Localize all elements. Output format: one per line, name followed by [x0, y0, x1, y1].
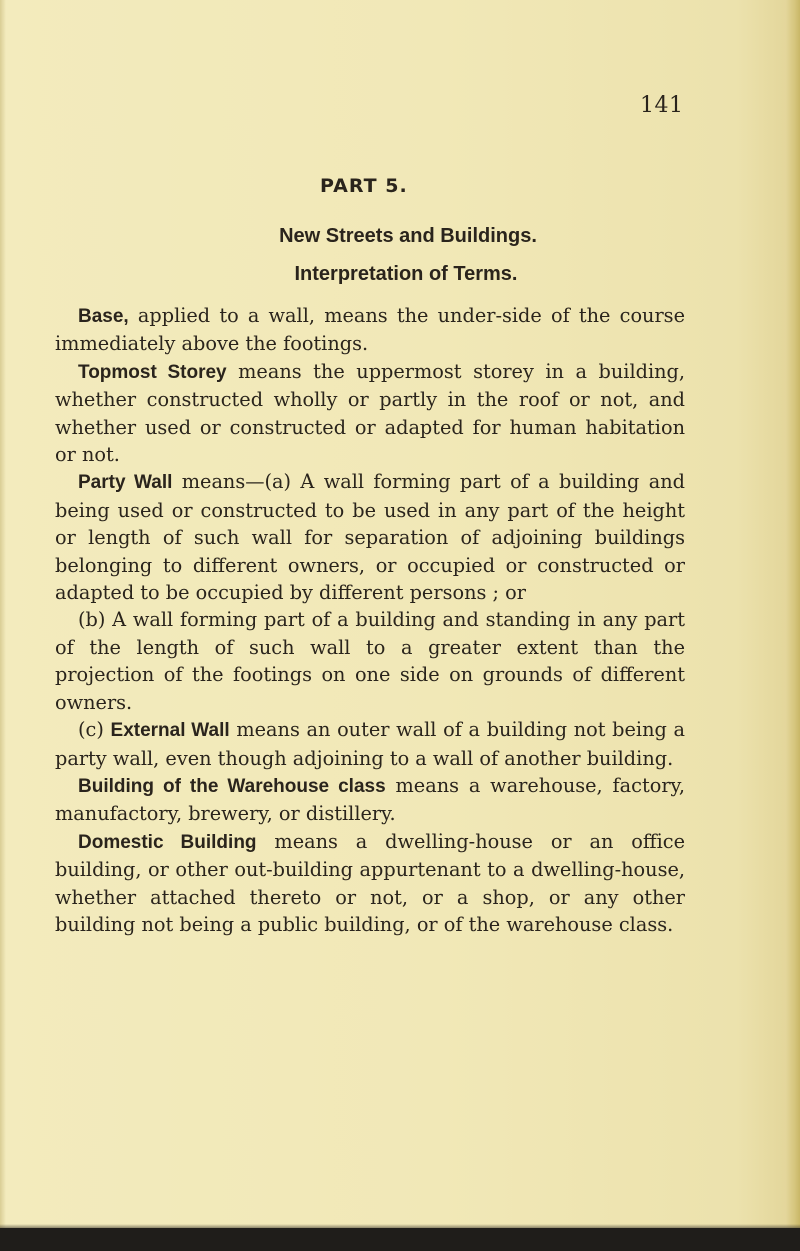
page-bottom-edge [0, 1228, 800, 1251]
definition-text: means—(a) A wall forming part of a building and being used or constructed to be used in any part of the height or length of such wall for separation of adjoining buildings belonging to different owners, or occupied or constructed or adapted to be occupied by different persons ; or [55, 470, 685, 605]
definition-warehouse-class [55, 772, 685, 828]
definition-term: Domestic Building [78, 831, 257, 853]
definition-topmost-storey [55, 358, 685, 469]
section-heading: New Streets and Buildings. [279, 225, 537, 247]
definition-domestic-building [55, 828, 685, 939]
page-left-edge [0, 0, 6, 1251]
section-subheading: Interpretation of Terms. [294, 263, 518, 285]
definition-term: Topmost Storey [78, 361, 227, 383]
definition-text: means a warehouse, factory, manufactory, brewery, or distillery. [55, 773, 685, 826]
definition-term: Base, [78, 306, 129, 327]
definition-base [55, 302, 685, 358]
definition-term: Building of the Warehouse class [78, 775, 386, 797]
definition-text: means a dwelling-house or an office building, or other out-building appurtenant to a dwelling-house, whether attached thereto or not, or a shop, or any other building not being a public building, or of the warehouse class. [55, 829, 685, 936]
definition-term: Party Wall [78, 472, 173, 494]
part-title: PART 5. [320, 175, 408, 197]
definition-term: External Wall [110, 720, 230, 742]
page-right-edge [786, 0, 800, 1251]
definition-text: means an outer wall of a building not being a party wall, even though adjoining to a wall of another building. [55, 718, 685, 770]
definition-party-wall-b [55, 606, 685, 716]
definition-text: applied to a wall, means the under-side of the course immediately above the footings. [55, 304, 685, 356]
definition-text: (b) A wall forming part of a building and standing in any part of the length of such wall to a greater extent than the projection of the footings on one side on grounds of different owners. [55, 608, 685, 714]
definition-prefix: (c) [78, 718, 111, 742]
definition-text: means the uppermost storey in a building, whether constructed wholly or partly in the roof or not, and whether used or constructed or adapted for human habitation or not. [55, 359, 686, 467]
page-number: 141 [640, 93, 684, 118]
definitions-body [55, 302, 685, 938]
definition-external-wall [55, 716, 685, 772]
definition-party-wall-a [55, 468, 685, 606]
